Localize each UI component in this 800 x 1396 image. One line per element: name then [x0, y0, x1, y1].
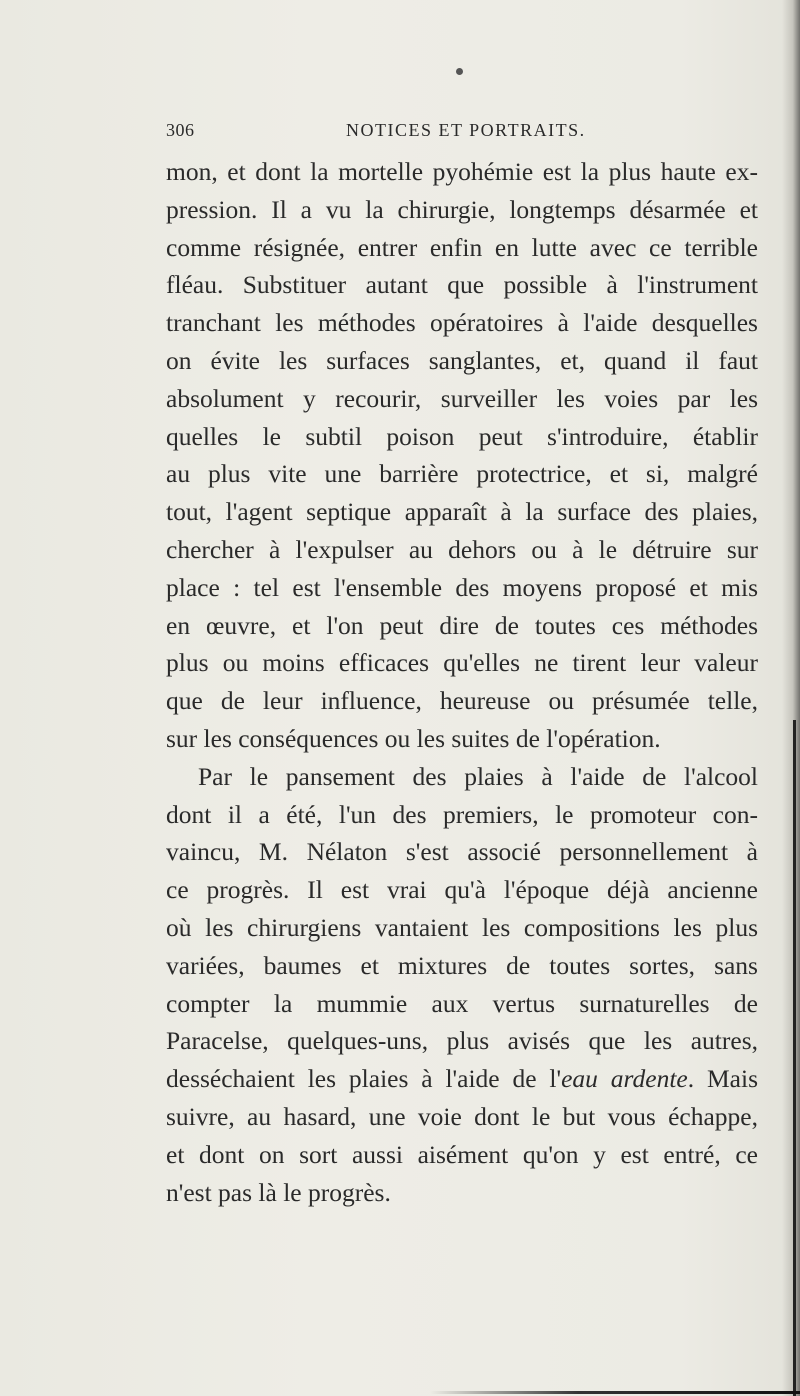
- text-line-start: desséchaient les plaies à l'aide de: [166, 1064, 550, 1094]
- text-line: mon, et dont la mortelle pyohémie est la plus haute ex-: [166, 157, 758, 186]
- text-line: chercher à l'expulser au dehors ou à le détruire sur: [166, 534, 758, 564]
- running-title: NOTICES ET PORTRAITS.: [346, 120, 586, 140]
- text-line: variées, baumes et mixtures de toutes sortes, sans: [166, 950, 758, 980]
- page-number: 306: [166, 120, 195, 140]
- text-line: compter la mummie aux vertus surnaturelles de: [166, 988, 758, 1018]
- text-line: comme résignée, entrer enfin en lutte avec ce terrible: [166, 232, 758, 262]
- text-line: ce progrès. Il est vrai qu'à l'époque déjà ancienne: [166, 875, 758, 905]
- text-line: pression. Il a vu la chirurgie, longtemps désarmée et: [166, 194, 758, 224]
- text-line: en œuvre, et l'on peut dire de toutes ces méthodes: [166, 610, 758, 640]
- text-line: fléau. Substituer autant que possible à l'instrument: [166, 270, 758, 300]
- text-line: [166, 1060, 758, 1098]
- text-line: que de leur influence, heureuse ou présumée telle,: [166, 686, 758, 716]
- page-header: [166, 120, 766, 144]
- text-line: suivre, au hasard, une voie dont le but vous échappe,: [166, 1101, 758, 1131]
- ink-dot: [456, 68, 463, 75]
- page-bottom-edge: [430, 1391, 800, 1394]
- text-line: sur les conséquences ou les suites de l'opération.: [166, 723, 661, 753]
- body-text: [166, 153, 758, 1211]
- text-line: Paracelse, quelques-uns, plus avisés que les autres,: [166, 1026, 758, 1056]
- text-line-article: l': [549, 1064, 562, 1094]
- text-line: tout, l'agent septique apparaît à la surface des plaies,: [166, 497, 758, 527]
- text-line: dont il a été, l'un des premiers, le promoteur con-: [166, 799, 758, 829]
- text-line: Par le pansement des plaies à l'aide de l'alcool: [198, 761, 758, 791]
- text-line: place : tel est l'ensemble des moyens proposé et mis: [166, 572, 758, 602]
- text-line: au plus vite une barrière protectrice, et si, malgré: [166, 459, 758, 489]
- text-line: n'est pas là le progrès.: [166, 1177, 391, 1207]
- text-line: tranchant les méthodes opératoires à l'aide desquelles: [166, 308, 758, 338]
- italic-term: eau ardente: [561, 1064, 688, 1094]
- page-edge-line: [793, 720, 796, 1396]
- text-line: quelles le subtil poison peut s'introduire, établir: [166, 421, 758, 451]
- text-line: vaincu, M. Nélaton s'est associé personnellement à: [166, 837, 758, 867]
- page-edge-shadow: [782, 0, 800, 1396]
- text-line: absolument y recourir, surveiller les voies par les: [166, 383, 758, 413]
- text-line: où les chirurgiens vantaient les compositions les plus: [166, 912, 758, 942]
- text-line: et dont on sort aussi aisément qu'on y est entré, ce: [166, 1139, 758, 1169]
- text-line: on évite les surfaces sanglantes, et, quand il faut: [166, 345, 758, 375]
- text-line: plus ou moins efficaces qu'elles ne tirent leur valeur: [166, 648, 758, 678]
- text-line-end: . Mais: [687, 1064, 758, 1094]
